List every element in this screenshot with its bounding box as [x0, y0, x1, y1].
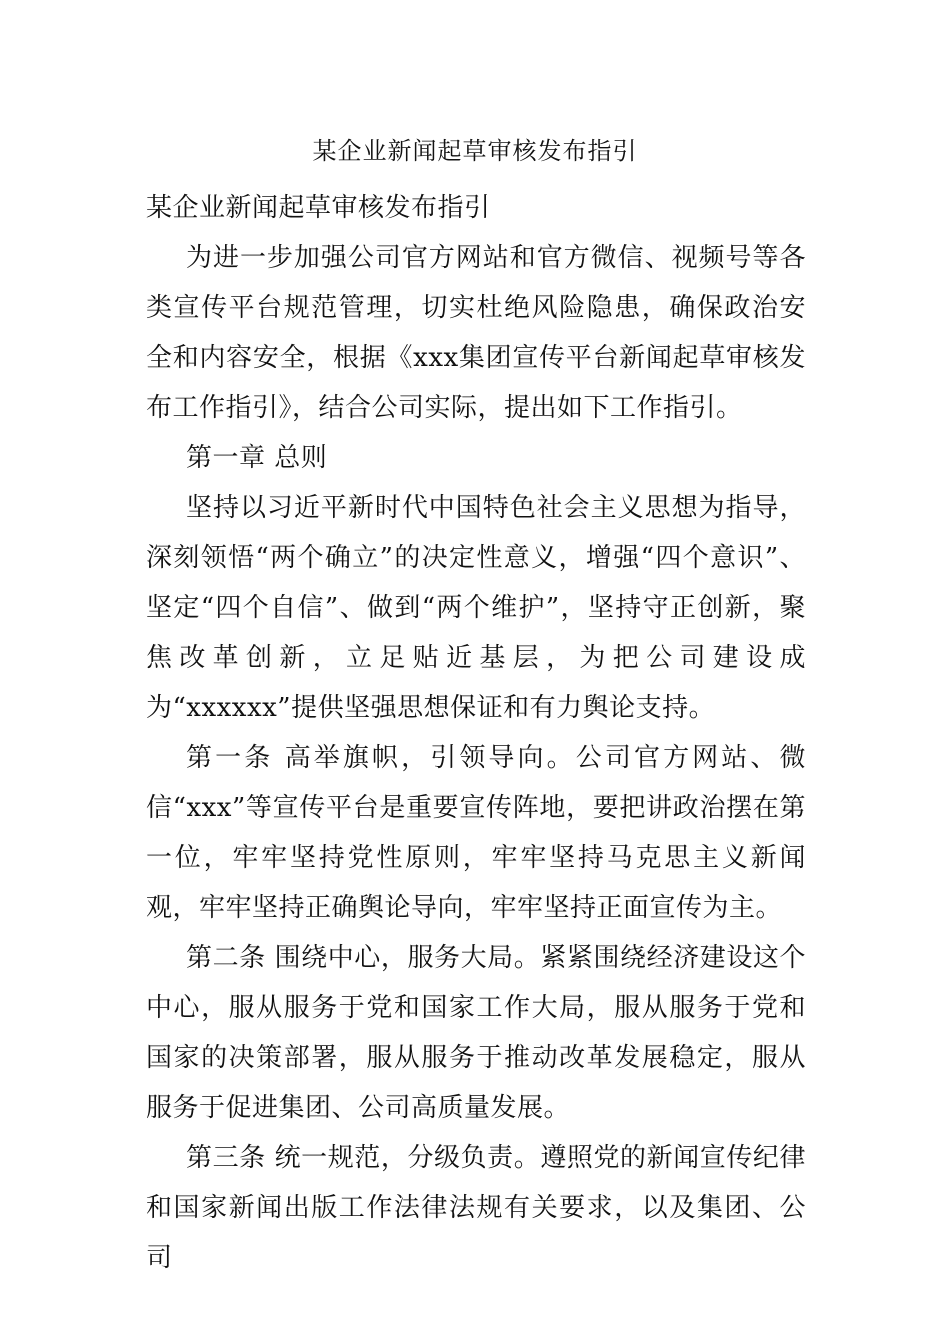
- article-3: 第三条 统一规范，分级负责。遵照党的新闻宣传纪律和国家新闻出版工作法律法规有关要求，以及集团、公司: [146, 1143, 806, 1273]
- chapter-heading: 第一章 总则: [186, 443, 328, 473]
- document-subtitle: 某企业新闻起草审核发布指引: [146, 193, 491, 223]
- document-title: 某企业新闻起草审核发布指引: [312, 137, 638, 165]
- article-2: 第二条 围绕中心，服务大局。紧紧围绕经济建设这个中心，服从服务于党和国家工作大局，服从服务于党和国家的决策部署，服从服务于推动改革发展稳定，服从服务于促进集团、公司高质量发展。: [146, 943, 806, 1123]
- paragraph-intro: 为进一步加强公司官方网站和官方微信、视频号等各类宣传平台规范管理，切实杜绝风险隐患，确保政治安全和内容安全，根据《xxx集团宣传平台新闻起草审核发布工作指引》，结合公司实际，提出如下工作指引。: [146, 243, 806, 423]
- article-1: 第一条 高举旗帜，引领导向。公司官方网站、微信“xxx”等宣传平台是重要宣传阵地，要把讲政治摆在第一位，牢牢坚持党性原则，牢牢坚持马克思主义新闻观，牢牢坚持正确舆论导向，牢牢坚持正面宣传为主。: [146, 743, 806, 923]
- document-body: [146, 183, 806, 1283]
- paragraph-guiding-principle: 坚持以习近平新时代中国特色社会主义思想为指导，深刻领悟“两个确立”的决定性意义，增强“四个意识”、坚定“四个自信”、做到“两个维护”，坚持守正创新，聚焦改革创新，立足贴近基层，为把公司建设成为“xxxxxx”提供坚强思想保证和有力舆论支持。: [146, 493, 806, 723]
